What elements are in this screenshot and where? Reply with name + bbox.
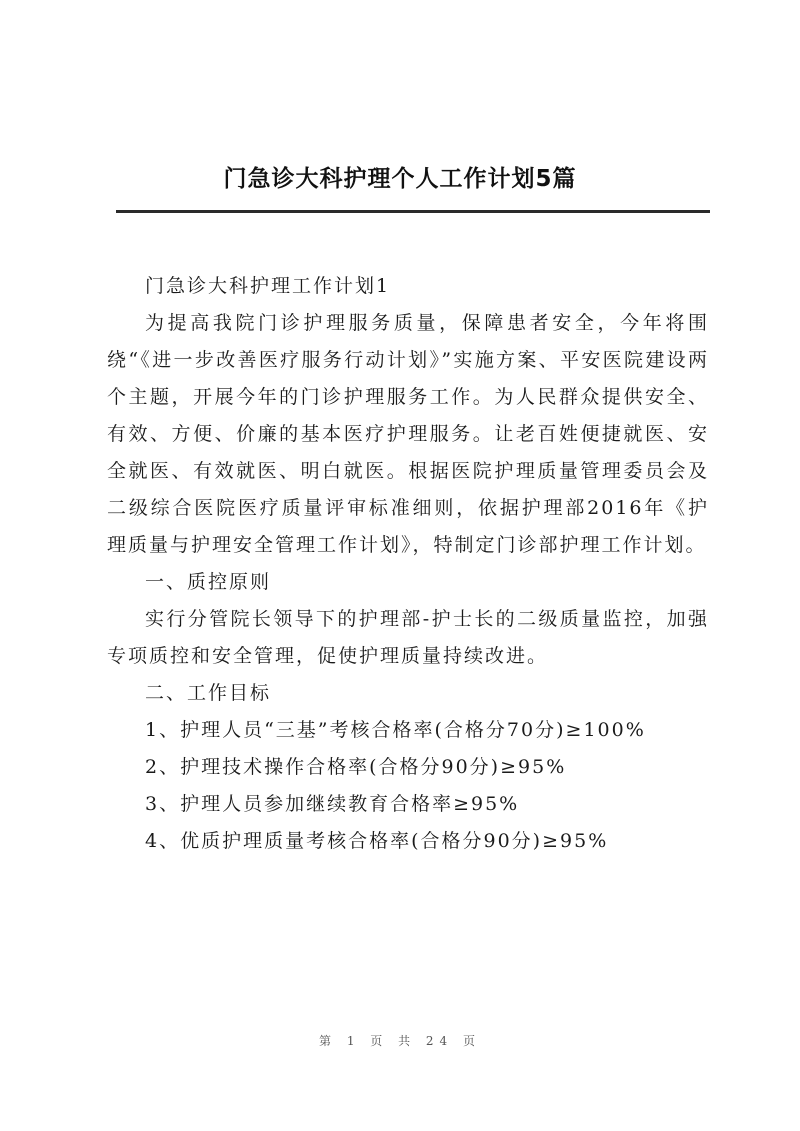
goal-item-3: 3、护理人员参加继续教育合格率≥95% [145,793,520,815]
document-title: 门急诊大科护理个人工作计划5篇 [223,166,577,192]
section-heading-plan-1: 门急诊大科护理工作计划1 [145,275,391,297]
section-heading-principles: 一、质控原则 [145,571,272,593]
goal-item-2: 2、护理技术操作合格率(合格分90分)≥95% [145,756,567,778]
principles-paragraph: 实行分管院长领导下的护理部-护士长的二级质量监控，加强专项质控和安全管理，促使护理质量持续改进。 [107,608,709,667]
intro-paragraph: 为提高我院门诊护理服务质量，保障患者安全，今年将围绕“《进一步改善医疗服务行动计划》”实施方案、平安医院建设两个主题，开展今年的门诊护理服务工作。为人民群众提供安全、有效、方便、价廉的基本医疗护理服务。让老百姓便捷就医、安全就医、有效就医、明白就医。根据医院护理质量管理委员会及二级综合医院医疗质量评审标准细则，依据护理部2016年《护理质量与护理安全管理工作计划》，特制定门诊部护理工作计划。 [107,312,709,556]
page-number: 第 1 页 共 24 页 [319,1034,481,1048]
goal-item-1: 1、护理人员“三基”考核合格率(合格分70分)≥100% [145,719,646,741]
goal-item-4: 4、优质护理质量考核合格率(合格分90分)≥95% [145,830,609,852]
document-body [107,268,709,860]
title-divider [116,210,710,213]
section-heading-goals: 二、工作目标 [145,682,272,704]
